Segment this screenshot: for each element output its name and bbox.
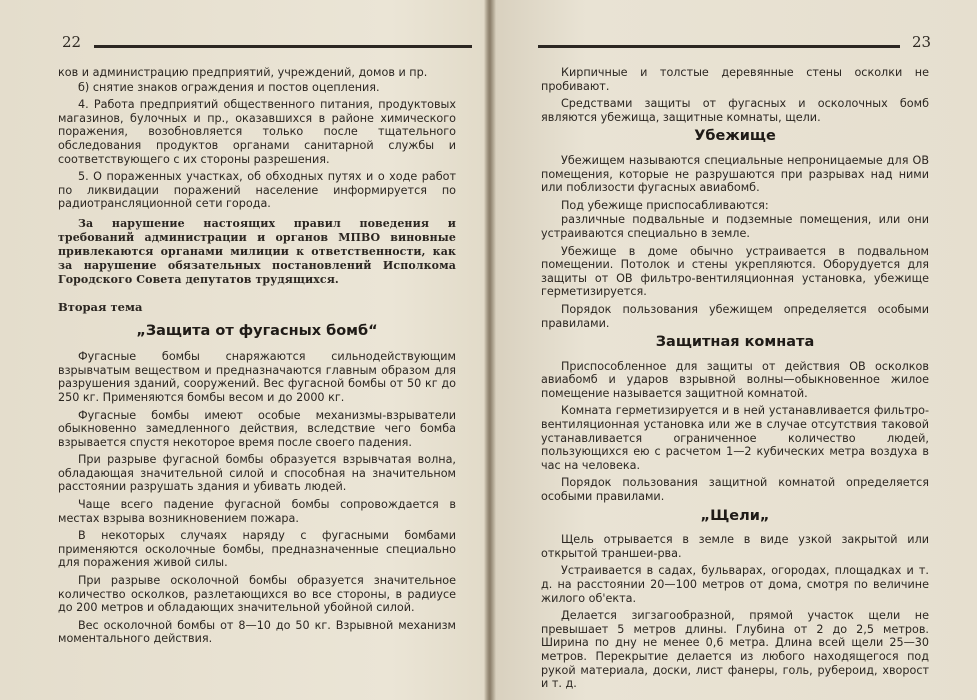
- header-rule-left: [94, 45, 472, 48]
- paragraph: Приспособленное для защиты от действия ОВ осколков авиабомб и ударов взрывной волны—обыкновенное жилое помещение называется защитной комнатой.: [541, 359, 929, 400]
- page-number-left: 22: [62, 33, 82, 51]
- paragraph: При разрыве фугасной бомбы образуется взрывчатая волна, обладающая значительной силой и способная на значительном расстоянии разрушать здания и убивать людей.: [58, 453, 456, 494]
- warning-paragraph: За нарушение настоящих правил поведения и требований администрации и органов МПВО виновные привлекаются органами милиции к ответственности, как за нарушение обязательных постановлений Исполкома Городского Совета депутатов трудящихся.: [58, 216, 456, 286]
- paragraph: различные подвальные и подземные помещения, или они устраиваются специально в земле.: [541, 213, 929, 240]
- left-page-text: [58, 66, 456, 650]
- topic-label: Вторая тема: [58, 299, 143, 314]
- paragraph: В некоторых случаях наряду с фугасными бомбами применяются осколочные бомбы, предназначенные специально для поражения живой силы.: [58, 529, 456, 570]
- paragraph: Под убежище приспосабливаются:: [561, 198, 769, 212]
- paragraph: Фугасные бомбы снаряжаются сильнодействующим взрывчатым веществом и предназначаются главным образом для разрушения зданий, сооружений. Вес фугасной бомбы от 50 кг до 250 кг. Применяются бомбы весом и до 2000 кг.: [58, 350, 456, 404]
- paragraph: 4. Работа предприятий общественного питания, продуктовых магазинов, булочных и пр., оказавшихся в районе химического поражения, возобновляется только после тщательного обследования продуктов органами санитарной службы и соответствующего с их стороны разрешения.: [58, 98, 456, 166]
- paragraph: Порядок пользования убежищем определяется особыми правилами.: [541, 302, 929, 330]
- paragraph: Фугасные бомбы имеют особые механизмы-взрыватели обыкновенно замедленного действия, вследствие чего бомба взрывается спустя некоторое время после своего падения.: [58, 408, 456, 449]
- paragraph: Делается зигзагообразной, прямой участок щели не превышает 5 метров длины. Глубина от 2 до 2,5 метров. Ширина по дну не менее 0,6 метра. Длина всей щели 25—30 метров. Перекрытие делается из любого находящегося под рукой материала, доски, лист фанеры, голь, рубероид, хворост и т. д.: [541, 609, 929, 691]
- paragraph: Вес осколочной бомбы от 8—10 до 50 кг. Взрывной механизм моментального действия.: [58, 618, 456, 646]
- paragraph: Кирпичные и толстые деревянные стены осколки не пробивают.: [541, 66, 929, 93]
- paragraph: б) снятие знаков ограждения и постов оцепления.: [78, 80, 380, 94]
- paragraph: Убежище в доме обычно устраивается в подвальном помещении. Потолок и стены укрепляются. Оборудуется для защиты от ОВ фильтро-вентиляционная установка, убежище герметизируется.: [541, 244, 929, 299]
- paragraph: Средствами защиты от фугасных и осколочных бомб являются убежища, защитные комнаты, щели.: [541, 97, 929, 124]
- header-rule-right: [538, 45, 900, 48]
- right-page: [495, 0, 977, 700]
- paragraph: Щель отрывается в земле в виде узкой закрытой или открытой траншеи-рва.: [541, 533, 929, 560]
- right-page-text: [541, 66, 929, 695]
- paragraph: Чаще всего падение фугасной бомбы сопровождается в местах взрыва возникновением пожара.: [58, 498, 456, 525]
- paragraph: Устраивается в садах, бульварах, огородах, площадках и т. д. на расстоянии 20—100 метров от дома, смотря по величине жилого об'екта.: [541, 564, 929, 605]
- paragraph: При разрыве осколочной бомбы образуется значительное количество осколков, разлетающихся во все стороны, в радиусе до 200 метров и обладающих значительной убойной силой.: [58, 574, 456, 615]
- paragraph: Убежищем называются специальные непроницаемые для ОВ помещения, которые не разрушаются при разрывах над ними или поблизости фугасных авиабомб.: [541, 153, 929, 195]
- section-heading: Защитная комната: [655, 334, 815, 351]
- section-title: „Защита от фугасных бомб“: [136, 322, 378, 339]
- page-number-right: 23: [912, 33, 932, 51]
- paragraph: Порядок пользования защитной комнатой определяется особыми правилами.: [541, 476, 929, 504]
- section-heading: Убежище: [694, 128, 776, 145]
- left-page: [0, 0, 485, 700]
- paragraph: 5. О пораженных участках, об обходных путях и о ходе работ по ликвидации поражений население информируется по радиотрансляционной сети города.: [58, 170, 456, 211]
- paragraph: ков и администрацию предприятий, учреждений, домов и пр.: [58, 66, 428, 79]
- paragraph: Комната герметизируется и в ней устанавливается фильтро-вентиляционная установка или же в случае отсутствия таковой устанавливается ограниченное количество людей, пользующихся ею с расчетом 1—2 кубических метра воздуха в час на человека.: [541, 404, 929, 472]
- section-heading: „Щели„: [700, 507, 770, 524]
